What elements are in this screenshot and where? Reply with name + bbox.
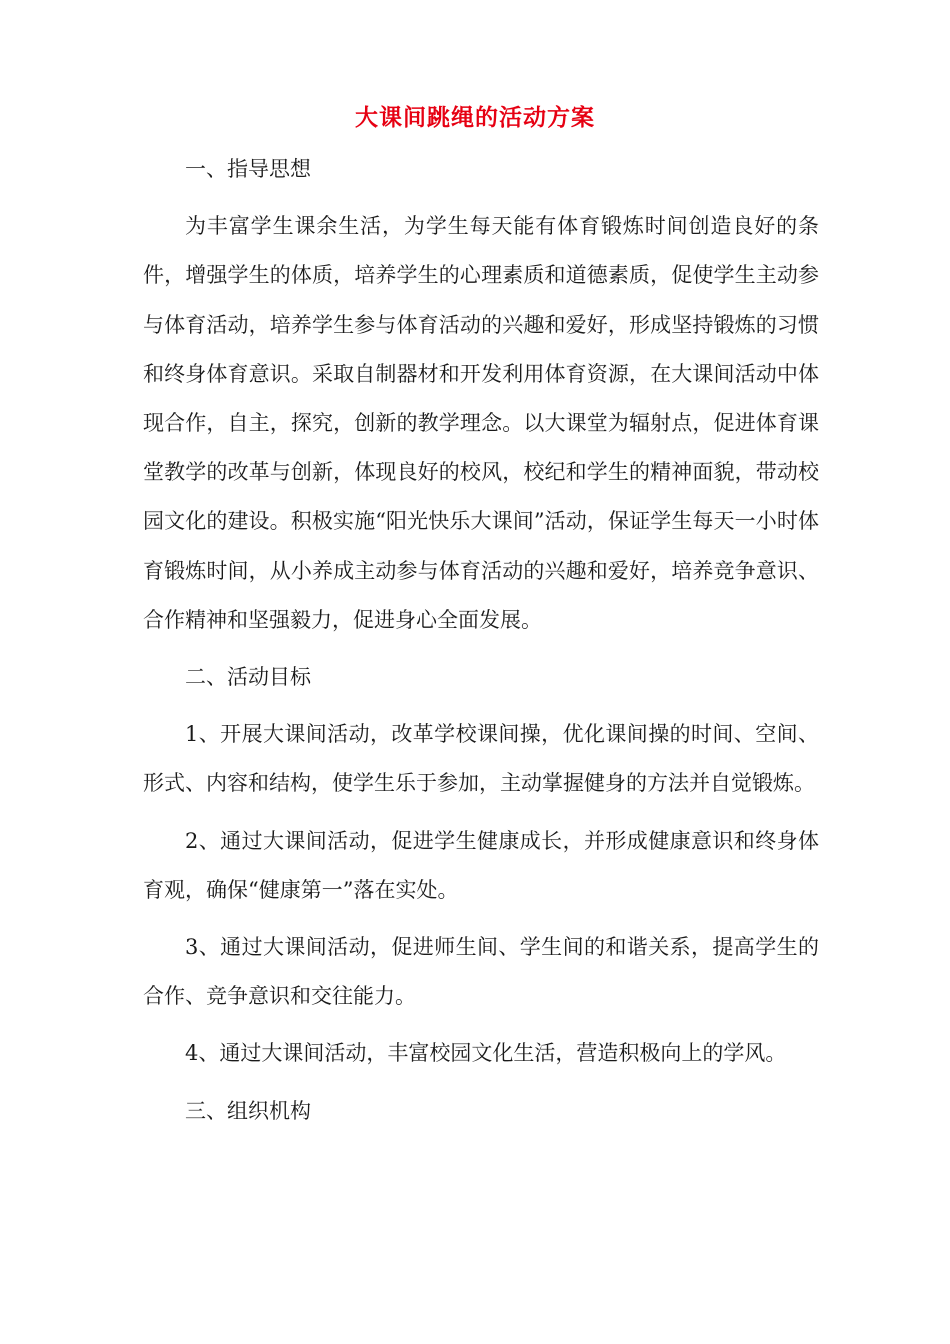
section-heading-organization: 三、组织机构 <box>185 1098 311 1123</box>
paragraph-guiding-ideology: 为丰富学生课余生活，为学生每天能有体育锻炼时间创造良好的条件，增强学生的体质，培养学生的心理素质和道德素质，促使学生主动参与体育活动，培养学生参与体育活动的兴趣和爱好，形成坚持锻炼的习惯和终身体育意识。采取自制器材和开发利用体育资源，在大课间活动中体现合作，自主，探究，创新的教学理念。以大课堂为辐射点，促进体育课堂教学的改革与创新，体现良好的校风，校纪和学生的精神面貌，带动校园文化的建设。积极实施“阳光快乐大课间”活动，保证学生每天一小时体育锻炼时间，从小养成主动参与体育活动的兴趣和爱好，培养竞争意识、合作精神和坚强毅力，促进身心全面发展。 <box>143 214 819 632</box>
section-heading-guiding-ideology: 一、指导思想 <box>185 157 311 181</box>
paragraph-goal-2: 2、通过大课间活动，促进学生健康成长，并形成健康意识和终身体育观，确保“健康第一”落在实处。 <box>143 828 819 902</box>
document-body <box>143 145 819 1144</box>
paragraph-goal-1: 1、开展大课间活动，改革学校课间操，优化课间操的时间、空间、形式、内容和结构，使学生乐于参加，主动掌握健身的方法并自觉锻炼。 <box>143 722 819 796</box>
document-title: 大课间跳绳的活动方案 <box>355 104 595 131</box>
paragraph-goal-4: 4、通过大课间活动，丰富校园文化生活，营造积极向上的学风。 <box>185 1041 787 1066</box>
section-heading-activity-goals: 二、活动目标 <box>185 665 311 690</box>
paragraph-goal-3: 3、通过大课间活动，促进师生间、学生间的和谐关系，提高学生的合作、竞争意识和交往能力。 <box>143 935 819 1009</box>
